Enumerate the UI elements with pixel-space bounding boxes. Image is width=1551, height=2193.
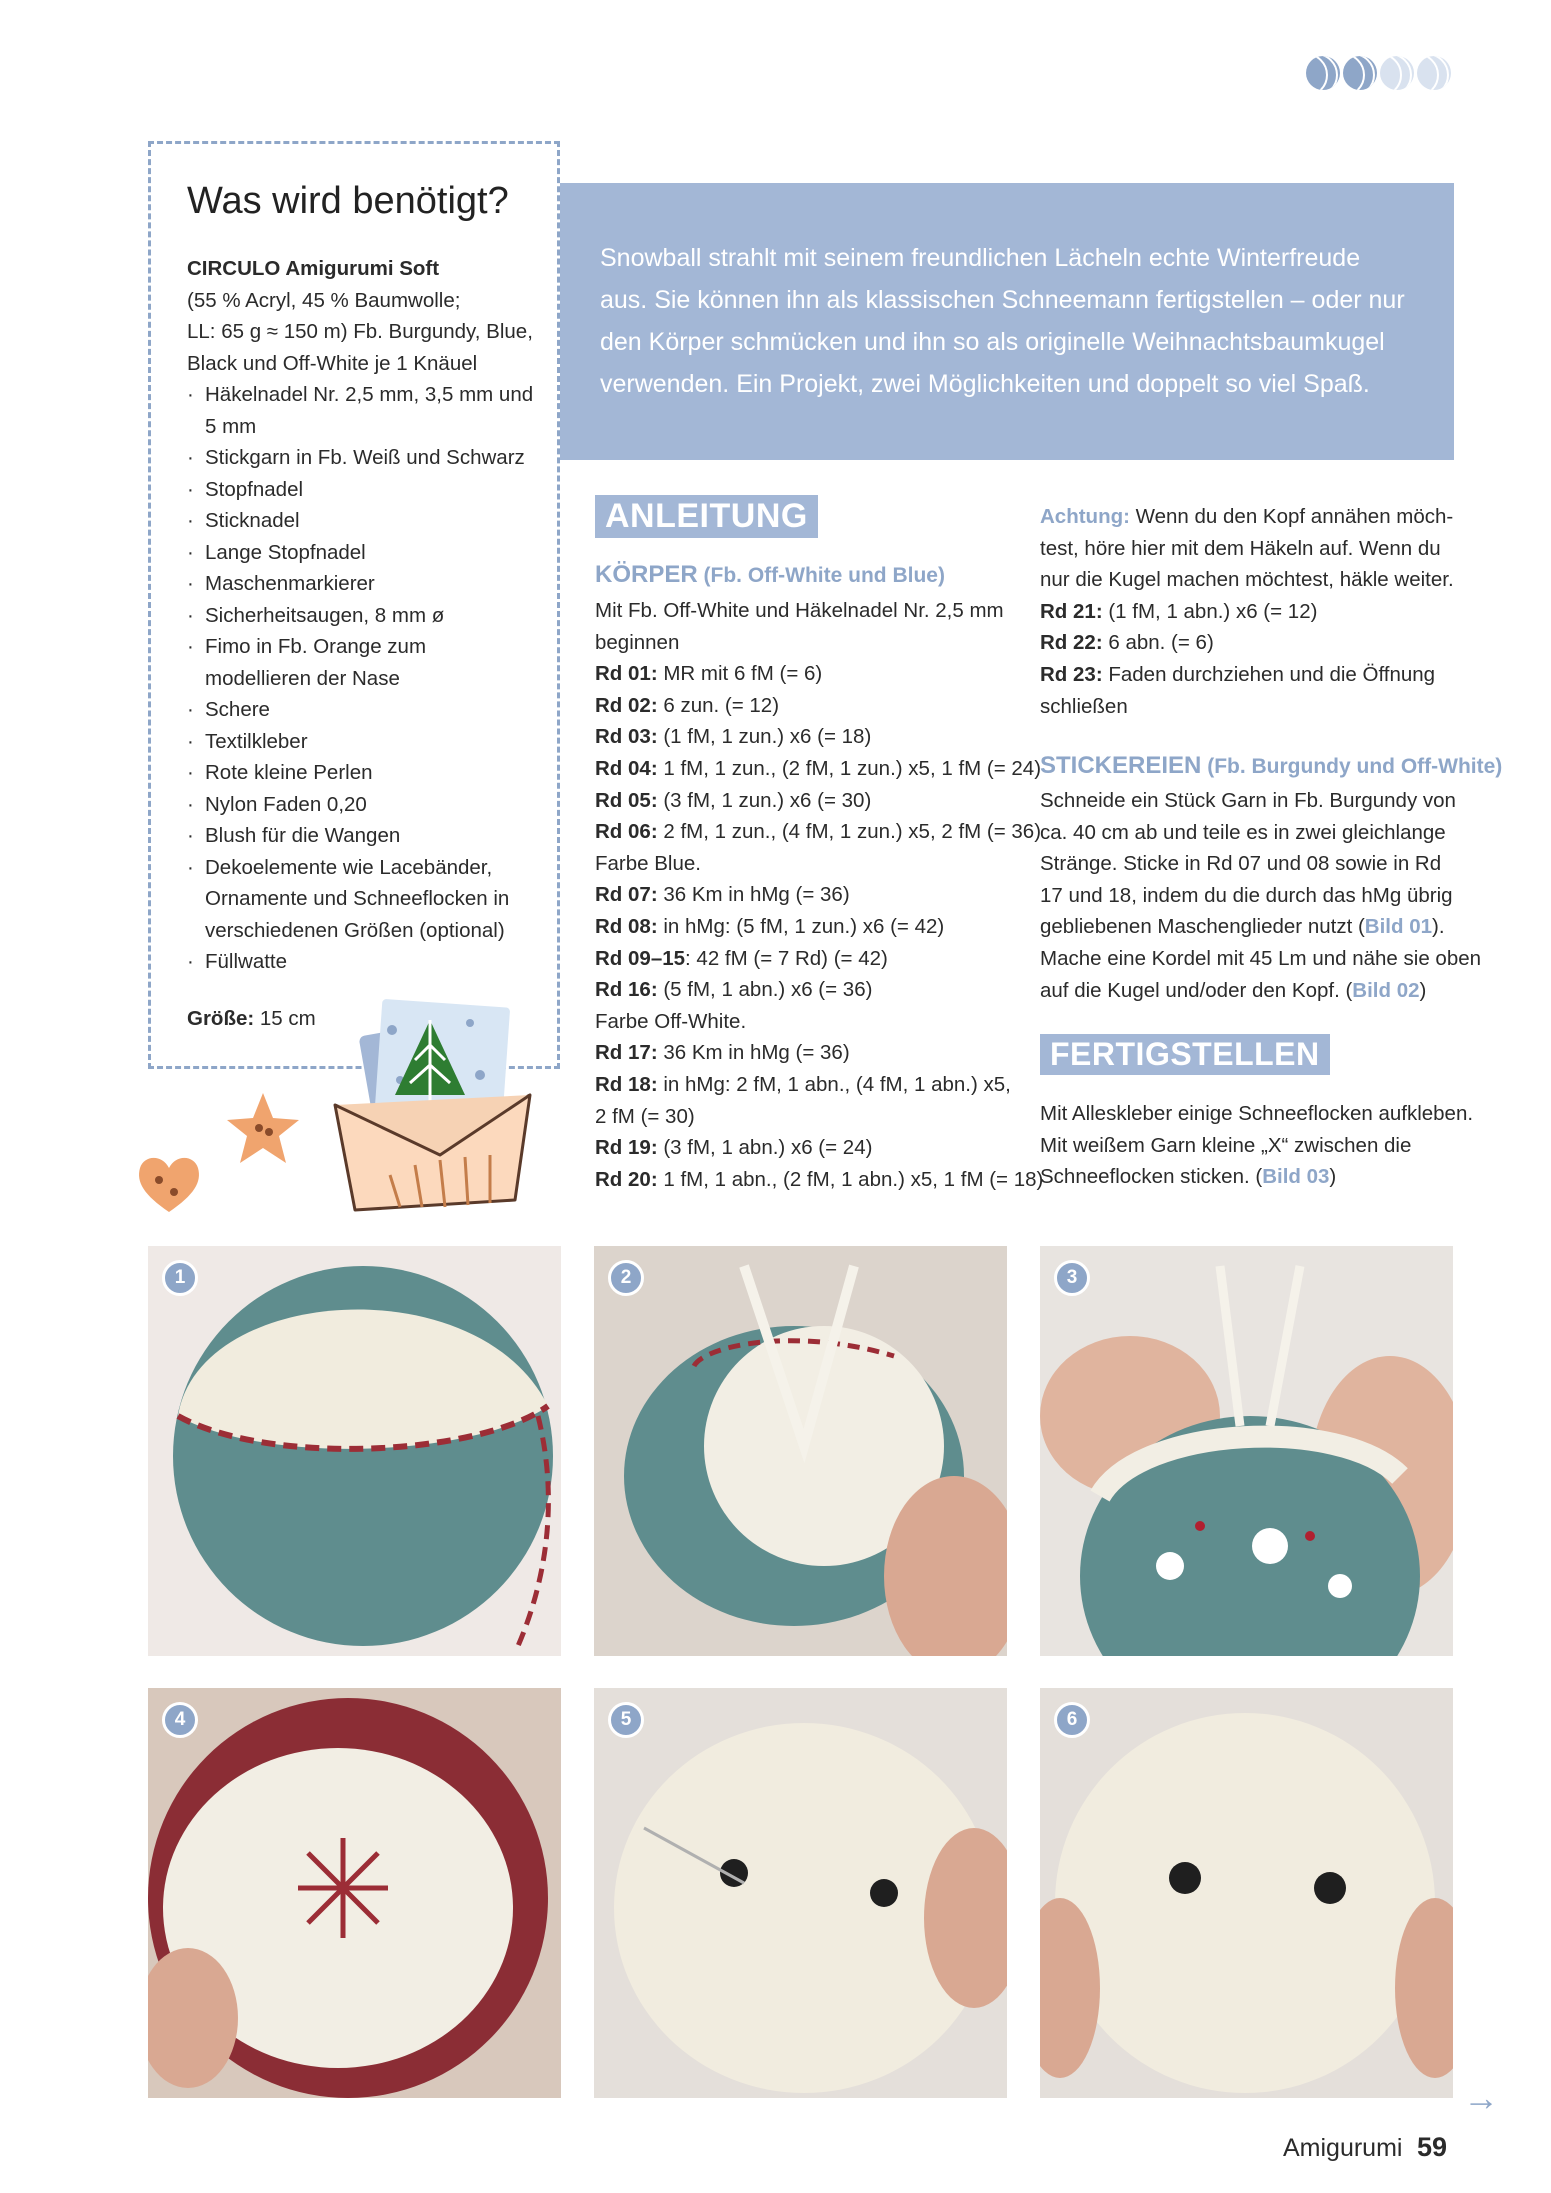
stickereien-text: Schneide ein Stück Garn in Fb. Burgundy von ca. 40 cm ab und teile es in zwei gleichlange Stränge. Sticke in Rd 07 und 08 sowie in Rd 17 und 18, indem du die durch das hMg übrig gebliebenen Maschenglieder nutzt (Bild 01). Mache eine Kordel mit 45 Lm und nähe sie oben auf die Kugel und/oder den Kopf. (Bild 02) bbox=[1040, 789, 1482, 1002]
fertigstellen-text: Mit Alleskleber einige Schneeflocken aufkleben. Mit weißem Garn kleine „X“ zwischen die Schneeflocken sticken. (Bild 03) bbox=[1040, 1102, 1474, 1189]
list-item: · Maschenmarkierer bbox=[187, 568, 537, 600]
round-row: Rd 16: (5 fM, 1 abn.) x6 (= 36) bbox=[595, 978, 873, 1002]
list-item: · Dekoelemente wie Lacebänder, Ornamente und Schneeflocken in verschiedenen Größen (optional) bbox=[187, 852, 537, 947]
right-column-top: Achtung: Wenn du den Kopf annähen möch- test, höre hier mit dem Häkeln auf. Wenn du nur die Kugel machen möchtest, häkle weiter. Rd 21: (1 fM, 1 abn.) x6 (= 12) Rd 22: 6 abn. (= 6) Rd 23: Faden durchziehen und die Öffnung schließen bbox=[1040, 501, 1460, 722]
yarn-ball-icon bbox=[1417, 56, 1451, 90]
list-item: · Stickgarn in Fb. Weiß und Schwarz bbox=[187, 442, 537, 474]
round-row: Rd 19: (3 fM, 1 abn.) x6 (= 24) bbox=[595, 1136, 873, 1160]
round-row: Rd 21: (1 fM, 1 abn.) x6 (= 12) bbox=[1040, 599, 1318, 623]
difficulty-indicator bbox=[1306, 56, 1451, 90]
koerper-heading bbox=[595, 561, 945, 589]
stickereien-heading bbox=[1040, 752, 1502, 780]
round-row: Rd 06: 2 fM, 1 zun., (4 fM, 1 zun.) x5, 2 fM (= 36) bbox=[595, 820, 1042, 844]
round-row: Rd 04: 1 fM, 1 zun., (2 fM, 1 zun.) x5, 1 fM (= 24) bbox=[595, 756, 1042, 780]
size-value: 15 cm bbox=[259, 1007, 316, 1030]
list-item: · Sticknadel bbox=[187, 505, 537, 537]
list-item: · Fimo in Fb. Orange zum modellieren der Nase bbox=[187, 631, 537, 694]
list-item: · Rote kleine Perlen bbox=[187, 757, 537, 789]
color-change: Farbe Blue. bbox=[595, 851, 701, 875]
size-label: Größe: bbox=[187, 1007, 255, 1030]
list-item: · Schere bbox=[187, 694, 537, 726]
anleitung-heading: ANLEITUNG bbox=[595, 495, 818, 538]
crochet-ball-red-star-photo bbox=[148, 1688, 561, 2098]
round-row: Rd 02: 6 zun. (= 12) bbox=[595, 693, 780, 717]
list-item: · Häkelnadel Nr. 2,5 mm, 3,5 mm und 5 mm bbox=[187, 379, 537, 442]
round-row: Rd 22: 6 abn. (= 6) bbox=[1040, 631, 1214, 655]
round-row: Rd 05: (3 fM, 1 zun.) x6 (= 30) bbox=[595, 788, 872, 812]
envelope-tree-illustration bbox=[330, 985, 540, 1215]
step-photo-6 bbox=[1040, 1688, 1453, 2098]
round-row: Rd 23: Faden durchziehen und die Öffnung bbox=[1040, 662, 1436, 686]
yarn-brand: CIRCULO Amigurumi Soft bbox=[187, 257, 440, 280]
list-item: · Textilkleber bbox=[187, 726, 537, 758]
round-row: Rd 08: in hMg: (5 fM, 1 zun.) x6 (= 42) bbox=[595, 914, 945, 938]
list-item: · Blush für die Wangen bbox=[187, 820, 537, 852]
crochet-head-finished-eyes-photo bbox=[1040, 1688, 1453, 2098]
color-change: Farbe Off-White. bbox=[595, 1009, 747, 1033]
achtung-label: Achtung: bbox=[1040, 505, 1130, 528]
step-photo-2 bbox=[594, 1246, 1007, 1656]
footer-section-title: Amigurumi bbox=[1283, 2134, 1403, 2162]
fertigstellen-heading: FERTIGSTELLEN bbox=[1040, 1034, 1330, 1075]
list-item: · Lange Stopfnadel bbox=[187, 537, 537, 569]
round-row: Rd 01: MR mit 6 fM (= 6) bbox=[595, 662, 823, 686]
step-photo-5 bbox=[594, 1688, 1007, 2098]
crochet-ball-blue-white-photo bbox=[148, 1246, 561, 1656]
koerper-instructions bbox=[595, 595, 1044, 1195]
round-row: Rd 18: in hMg: 2 fM, 1 abn., (4 fM, 1 abn.) x5, bbox=[595, 1072, 1011, 1096]
yarn-ball-icon bbox=[1380, 56, 1414, 90]
round-row: Rd 20: 1 fM, 1 abn., (2 fM, 1 abn.) x5, 1 fM (= 18) bbox=[595, 1167, 1044, 1191]
yarn-line: LL: 65 g ≈ 150 m) Fb. Burgundy, Blue, bbox=[187, 320, 533, 343]
heart-cookie-icon bbox=[134, 1150, 204, 1216]
materials-list-block bbox=[187, 253, 537, 978]
photo-number-badge: 4 bbox=[162, 1702, 198, 1738]
photo-number-badge: 2 bbox=[608, 1260, 644, 1296]
image-ref: Bild 03 bbox=[1262, 1165, 1330, 1189]
crochet-ball-cord-photo bbox=[594, 1246, 1007, 1656]
image-ref: Bild 02 bbox=[1352, 978, 1420, 1002]
photo-number-badge: 3 bbox=[1054, 1260, 1090, 1296]
round-row: Rd 09–15: 42 fM (= 7 Rd) (= 42) bbox=[595, 946, 888, 970]
round-row: Rd 07: 36 Km in hMg (= 36) bbox=[595, 883, 850, 907]
round-row: 2 fM (= 30) bbox=[595, 1104, 695, 1128]
photo-number-badge: 5 bbox=[608, 1702, 644, 1738]
crochet-ornament-snowflakes-photo bbox=[1040, 1246, 1453, 1656]
instruction-line: Mit Fb. Off-White und Häkelnadel Nr. 2,5 mm bbox=[595, 599, 1004, 622]
yarn-line: Black und Off-White je 1 Knäuel bbox=[187, 351, 478, 375]
koerper-title: KÖRPER bbox=[595, 561, 698, 588]
round-row: schließen bbox=[1040, 694, 1128, 718]
instruction-line: beginnen bbox=[595, 630, 680, 654]
list-item: · Füllwatte bbox=[187, 946, 537, 978]
step-photo-4 bbox=[148, 1688, 561, 2098]
crochet-head-eyes-needle-photo bbox=[594, 1688, 1007, 2098]
round-row: Rd 17: 36 Km in hMg (= 36) bbox=[595, 1041, 850, 1065]
step-photo-3 bbox=[1040, 1246, 1453, 1656]
page-number: 59 bbox=[1417, 2132, 1448, 2162]
next-page-arrow-icon: → bbox=[1463, 2077, 1499, 2118]
list-item: · Nylon Faden 0,20 bbox=[187, 789, 537, 821]
photo-number-badge: 1 bbox=[162, 1260, 198, 1296]
materials-list bbox=[187, 379, 537, 978]
size-info bbox=[187, 1007, 316, 1031]
materials-title: Was wird benötigt? bbox=[187, 180, 509, 222]
list-item: · Stopfnadel bbox=[187, 474, 537, 506]
list-item: · Sicherheitsaugen, 8 mm ø bbox=[187, 600, 537, 632]
yarn-line: (55 % Acryl, 45 % Baumwolle; bbox=[187, 288, 461, 312]
step-photo-1 bbox=[148, 1246, 561, 1656]
yarn-ball-icon bbox=[1306, 56, 1340, 90]
star-cookie-icon bbox=[223, 1088, 303, 1168]
stickereien-title: STICKEREIEN bbox=[1040, 752, 1202, 779]
round-row: Rd 03: (1 fM, 1 zun.) x6 (= 18) bbox=[595, 725, 872, 749]
yarn-ball-icon bbox=[1343, 56, 1377, 90]
intro-text-box: Snowball strahlt mit seinem freundlichen Lächeln echte Winterfreude aus. Sie können ihn als klassischen Schneemann fertigstellen – oder nur den Körper schmücken und ihn so als originelle Weihnachtsbaumkugel verwenden. Ein Projekt, zwei Möglichkeiten und doppelt so viel Spaß. bbox=[560, 183, 1454, 460]
photo-number-badge: 6 bbox=[1054, 1702, 1090, 1738]
image-ref: Bild 01 bbox=[1364, 915, 1433, 939]
stickereien-colors: (Fb. Burgundy und Off-White) bbox=[1207, 755, 1503, 778]
koerper-colors: (Fb. Off-White und Blue) bbox=[703, 564, 945, 587]
